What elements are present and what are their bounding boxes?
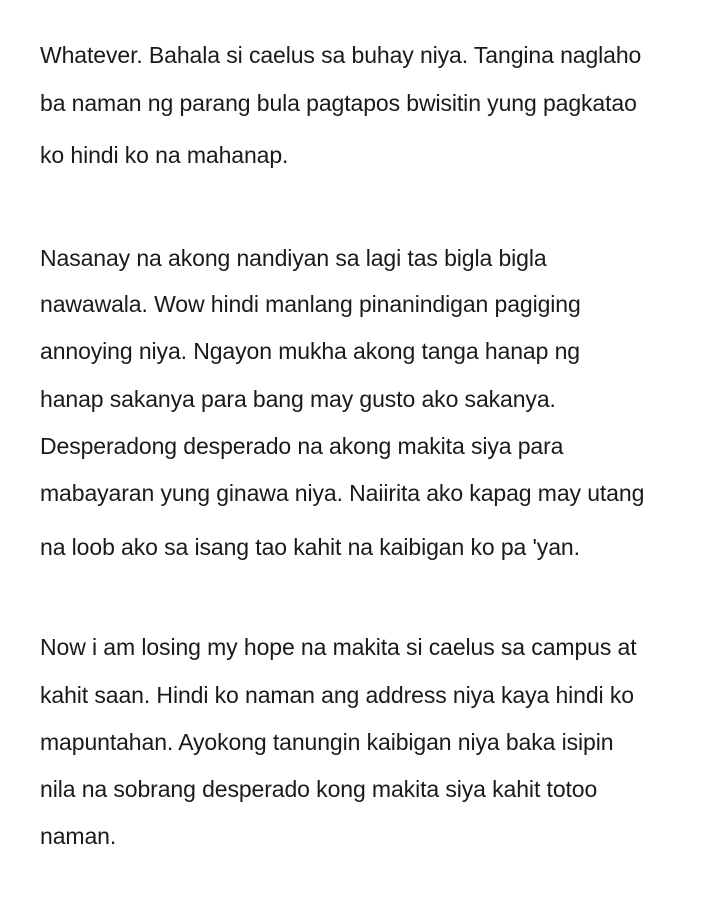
- paragraph-2-line-6: mabayaran yung ginawa niya. Naiirita ako kapag may utang: [40, 480, 645, 506]
- paragraph-2-line-1: Nasanay na akong nandiyan sa lagi tas bigla bigla: [40, 245, 547, 271]
- paragraph-2-line-4: hanap sakanya para bang may gusto ako sakanya.: [40, 386, 556, 412]
- paragraph-2-line-2: nawawala. Wow hindi manlang pinanindigan pagiging: [40, 291, 581, 317]
- paragraph-1-line-2: ba naman ng parang bula pagtapos bwisitin yung pagkatao: [40, 90, 637, 116]
- paragraph-3-line-3: mapuntahan. Ayokong tanungin kaibigan niya baka isipin: [40, 729, 614, 755]
- paragraph-2-line-5: Desperadong desperado na akong makita siya para: [40, 433, 564, 459]
- paragraph-3-line-1: Now i am losing my hope na makita si caelus sa campus at: [40, 634, 637, 660]
- paragraph-3-line-2: kahit saan. Hindi ko naman ang address niya kaya hindi ko: [40, 682, 634, 708]
- paragraph-2-line-7: na loob ako sa isang tao kahit na kaibigan ko pa 'yan.: [40, 534, 580, 560]
- paragraph-3-line-4: nila na sobrang desperado kong makita siya kahit totoo: [40, 776, 598, 802]
- paragraph-1-line-3: ko hindi ko na mahanap.: [40, 142, 289, 168]
- paragraph-3-line-5: naman.: [40, 823, 117, 849]
- paragraph-1-line-1: Whatever. Bahala si caelus sa buhay niya. Tangina naglaho: [40, 42, 642, 68]
- paragraph-2-line-3: annoying niya. Ngayon mukha akong tanga hanap ng: [40, 338, 580, 364]
